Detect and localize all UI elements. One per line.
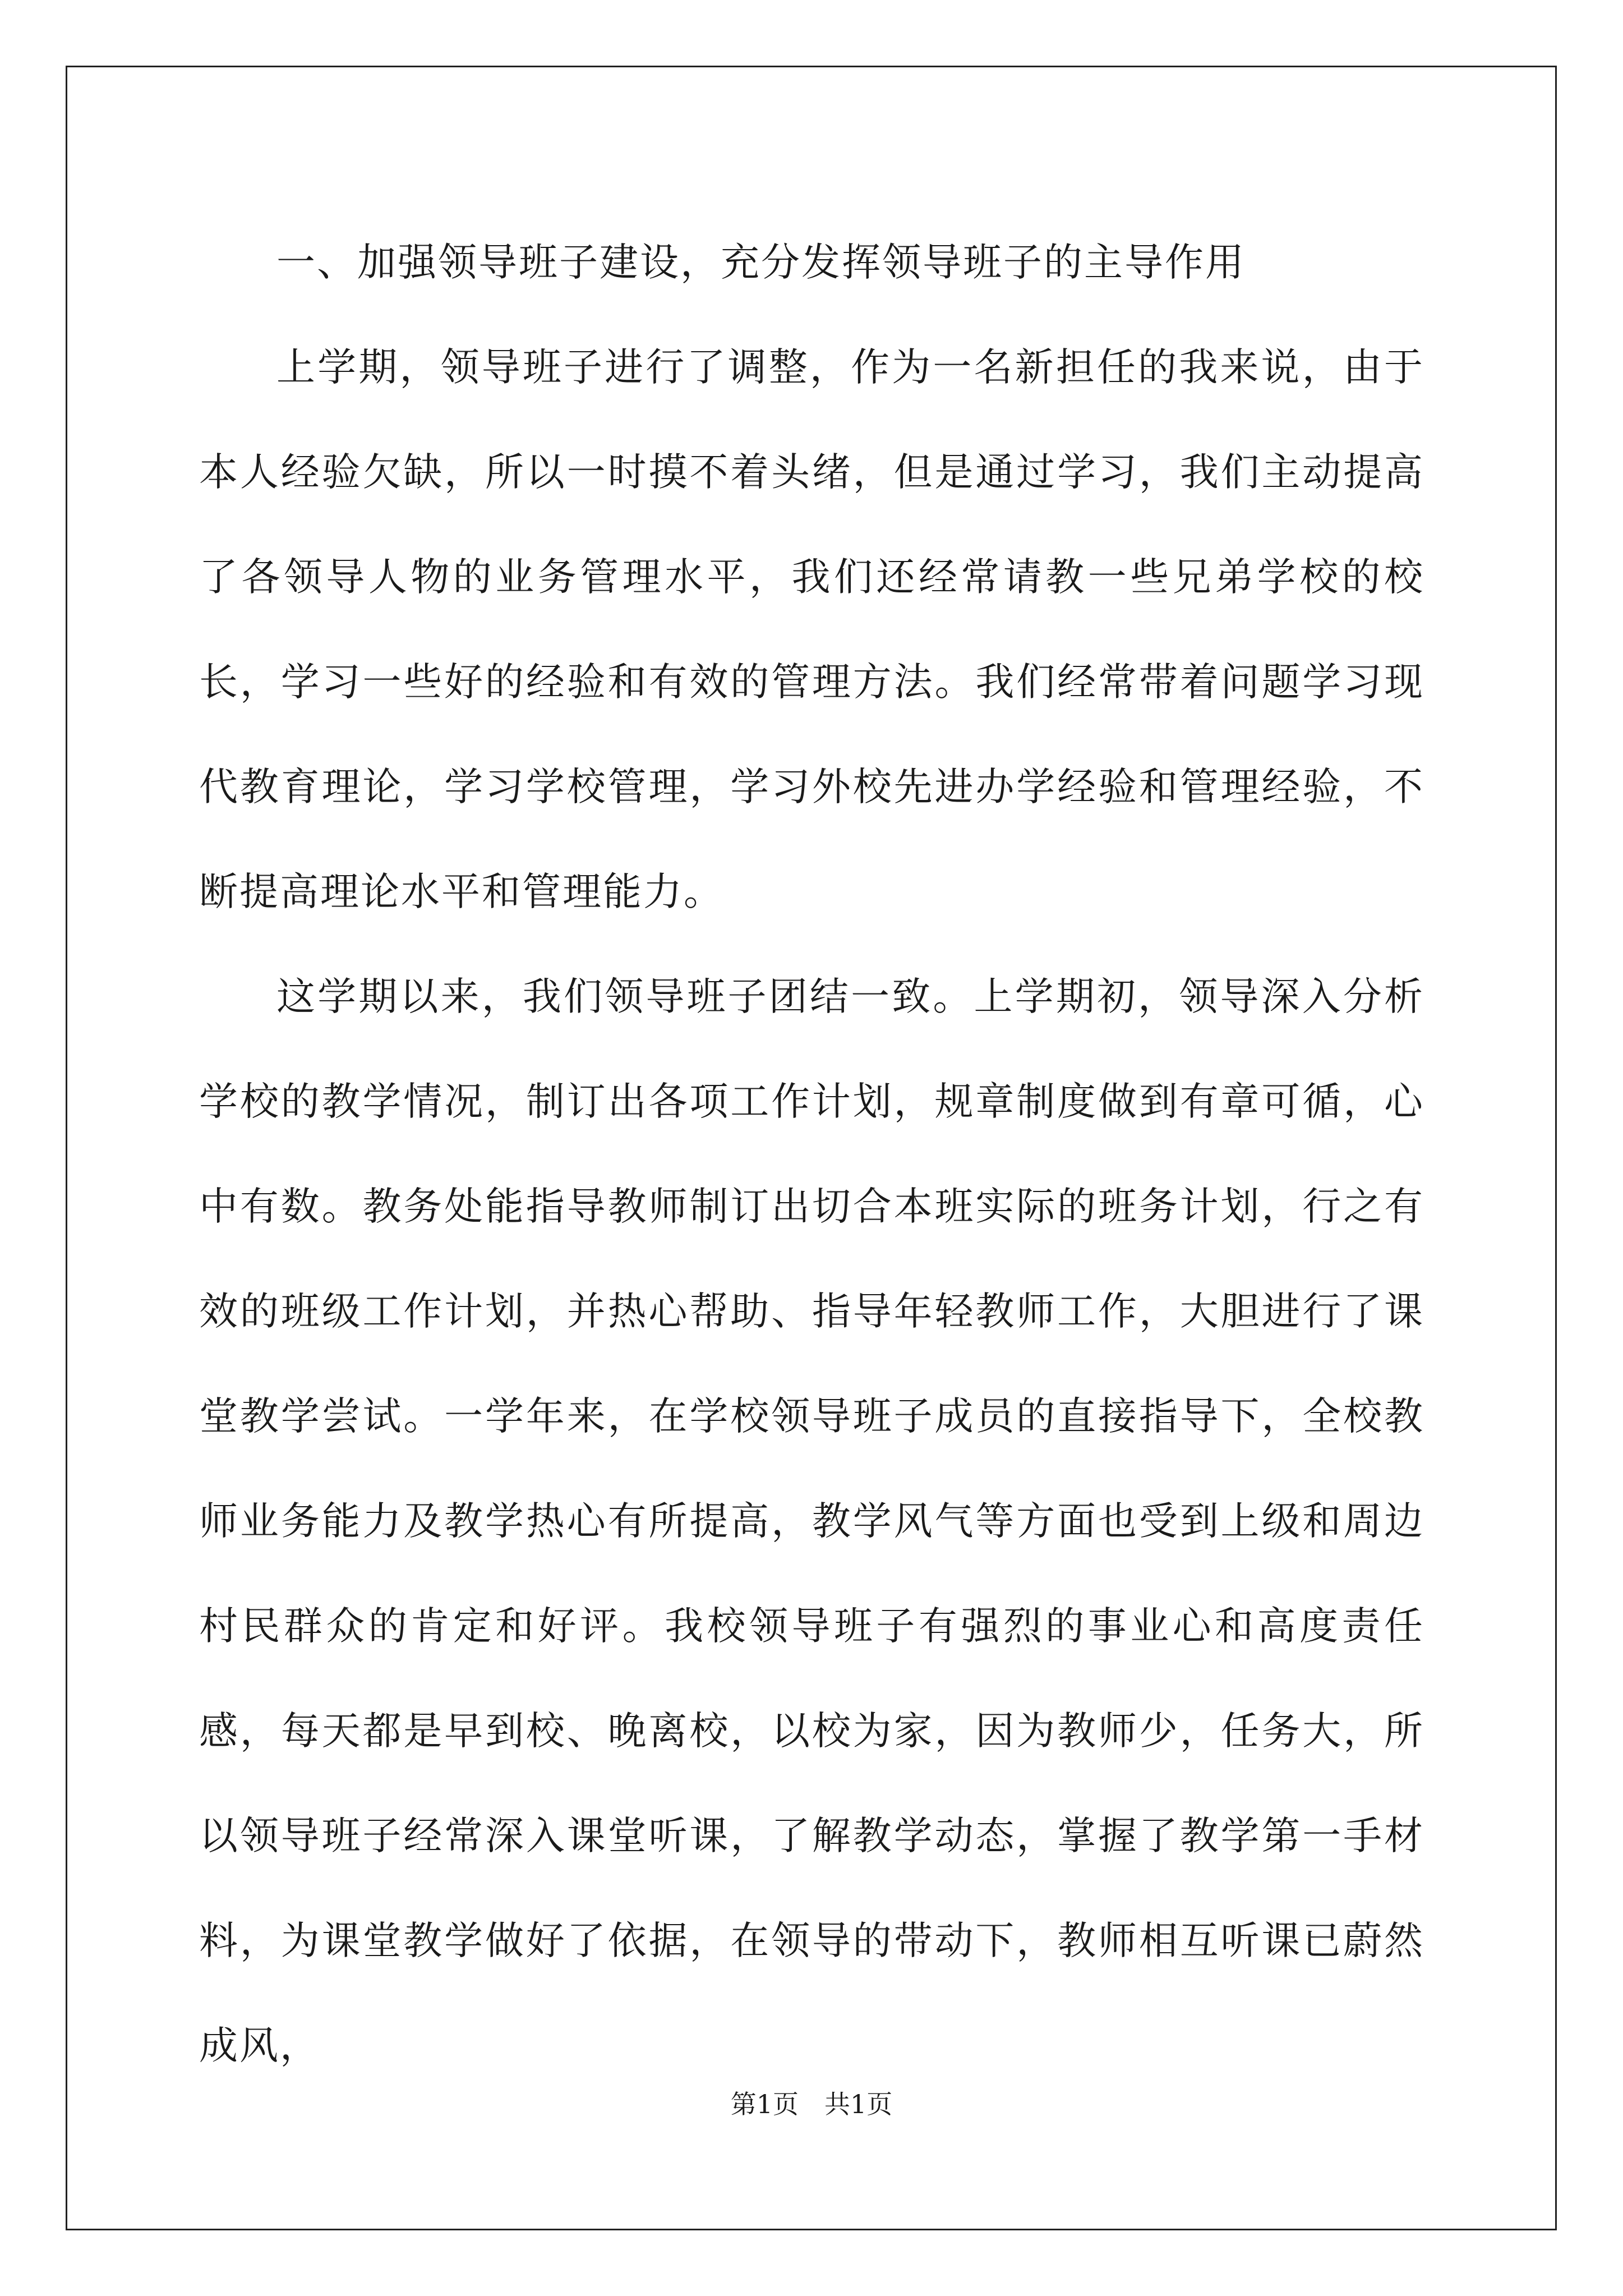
document-body — [199, 210, 1424, 2099]
page-total: 共1页 — [824, 2089, 893, 2119]
page-number: 第1页 — [730, 2089, 799, 2119]
body-paragraph: 上学期，领导班子进行了调整，作为一名新担任的我来说，由于本人经验欠缺，所以一时摸不着头绪，但是通过学习，我们主动提高了各领导人物的业务管理水平，我们还经常请教一些兄弟学校的校长，学习一些好的经验和有效的管理方法。我们经常带着问题学习现代教育理论，学习学校管理，学习外校先进办学经验和管理经验，不断提高理论水平和管理能力。 — [199, 345, 1424, 914]
body-paragraph: 这学期以来，我们领导班子团结一致。上学期初，领导深入分析学校的教学情况，制订出各项工作计划，规章制度做到有章可循，心中有数。教务处能指导教师制订出切合本班实际的班务计划，行之有效的班级工作计划，并热心帮助、指导年轻教师工作，大胆进行了课堂教学尝试。一学年来，在学校领导班子成员的直接指导下，全校教师业务能力及教学热心有所提高，教学风气等方面也受到上级和周边村民群众的肯定和好评。我校领导班子有强烈的事业心和高度责任感，每天都是早到校、晚离校，以校为家，因为教师少，任务大，所以领导班子经常深入课堂听课，了解教学动态，掌握了教学第一手材料，为课堂教学做好了依据，在领导的带动下，教师相互听课已蔚然成风， — [199, 974, 1424, 2068]
page-footer — [0, 2084, 1623, 2121]
section-heading: 一、加强领导班子建设，充分发挥领导班子的主导作用 — [276, 240, 1246, 285]
